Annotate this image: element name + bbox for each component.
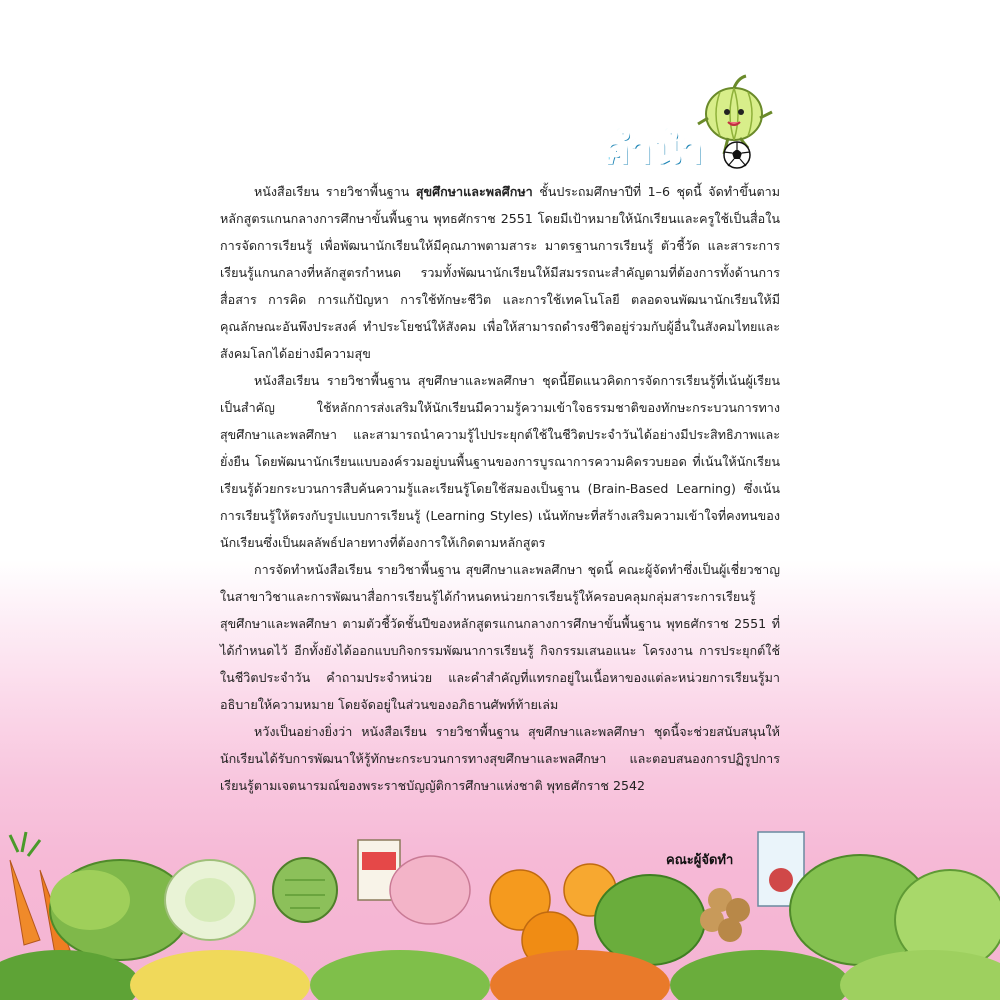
signature: คณะผู้จัดทำ [666, 853, 734, 868]
paragraph-1 [220, 178, 780, 367]
paragraph-3-text: การจัดทำหนังสือเรียน รายวิชาพื้นฐาน สุขศึกษาและพลศึกษา ชุดนี้ คณะผู้จัดทำซึ่งเป็นผู้เชี่ยวชาญในสาขาวิชาและการพัฒนาสื่อการเรียนรู้ได้กำหนดหน่วยการเรียนรู้ให้ครอบคลุมกลุ่มสาระการเรียนรู้สุขศึกษาและพลศึกษา ตามตัวชี้วัดชั้นปีของหลักสูตรแกนกลางการศึกษาขั้นพื้นฐาน พุทธศักราช 2551 ที่ได้กำหนดไว้ อีกทั้งยังได้ออกแบบกิจกรรมพัฒนาการเรียนรู้ กิจกรรมเสนอแนะ โครงงาน การประยุกต์ใช้ในชีวิตประจำวัน คำถามประจำหน่วย และคำสำคัญที่แทรกอยู่ในเนื้อหาของแต่ละหน่วยการเรียนรู้มาอธิบายให้ความหมาย โดยจัดอยู่ในส่วนของอภิธานศัพท์ท้ายเล่ม [220, 562, 780, 712]
paragraph-2 [220, 367, 780, 556]
subject-name: สุขศึกษาและพลศึกษา [415, 184, 533, 199]
soccer-ball-icon [722, 140, 752, 170]
paragraph-1-rest: ชั้นประถมศึกษาปีที่ 1–6 ชุดนี้ จัดทำขึ้นตามหลักสูตรแกนกลางการศึกษาขั้นพื้นฐาน พุทธศักราช 2551 โดยมีเป้าหมายให้นักเรียนและครูใช้เป็นสื่อในการจัดการเรียนรู้ เพื่อพัฒนานักเรียนให้มีคุณภาพตามสาระ มาตรฐานการเรียนรู้ ตัวชี้วัด และสาระการเรียนรู้แกนกลางที่หลักสูตรกำหนด รวมทั้งพัฒนานักเรียนให้มีสมรรถนะสำคัญตามที่ต้องการทั้งด้านการสื่อสาร การคิด การแก้ปัญหา การใช้ทักษะชีวิต และการใช้เทคโนโลยี ตลอดจนพัฒนานักเรียนให้มีคุณลักษณะอันพึงประสงค์ ทำประโยชน์ให้สังคม เพื่อให้สามารถดำรงชีวิตอยู่ร่วมกับผู้อื่นในสังคมไทยและสังคมโลกได้อย่างมีความสุข [220, 184, 780, 361]
preface-body [220, 178, 780, 799]
page-title: คำนำ [602, 126, 704, 172]
paragraph-2-text: หนังสือเรียน รายวิชาพื้นฐาน สุขศึกษาและพลศึกษา ชุดนี้ยึดแนวคิดการจัดการเรียนรู้ที่เน้นผู้เรียนเป็นสำคัญ ใช้หลักการส่งเสริมให้นักเรียนมีความรู้ความเข้าใจธรรมชาติของทักษะกระบวนการทางสุขศึกษาและพลศึกษา และสามารถนำความรู้ไปประยุกต์ใช้ในชีวิตประจำวันได้อย่างมีประสิทธิภาพและยั่งยืน โดยพัฒนานักเรียนแบบองค์รวมอยู่บนพื้นฐานของการบูรณาการความคิดรวบยอด ที่เน้นให้นักเรียนเรียนรู้ด้วยกระบวนการสืบค้นความรู้และเรียนรู้โดยใช้สมองเป็นฐาน (Brain-Based Learning) ซึ่งเน้นการเรียนรู้ให้ตรงกับรูปแบบการเรียนรู้ (Learning Styles) เน้นทักษะที่สร้างเสริมความเข้าใจที่คงทนของนักเรียนซึ่งเป็นผลลัพธ์ปลายทางที่ต้องการให้เกิดตามหลักสูตร [220, 373, 780, 550]
paragraph-1-intro: หนังสือเรียน รายวิชาพื้นฐาน [254, 184, 416, 199]
paragraph-4-text: หวังเป็นอย่างยิ่งว่า หนังสือเรียน รายวิชาพื้นฐาน สุขศึกษาและพลศึกษา ชุดนี้จะช่วยสนับสนุนให้นักเรียนได้รับการพัฒนาให้รู้ทักษะกระบวนการทางสุขศึกษาและพลศึกษา และตอบสนองการปฏิรูปการเรียนรู้ตามเจตนารมณ์ของพระราชบัญญัติการศึกษาแห่งชาติ พุทธศักราช 2542 [220, 724, 780, 793]
paragraph-3 [220, 556, 780, 718]
vegetables-fruits-illustration [0, 740, 1000, 1000]
